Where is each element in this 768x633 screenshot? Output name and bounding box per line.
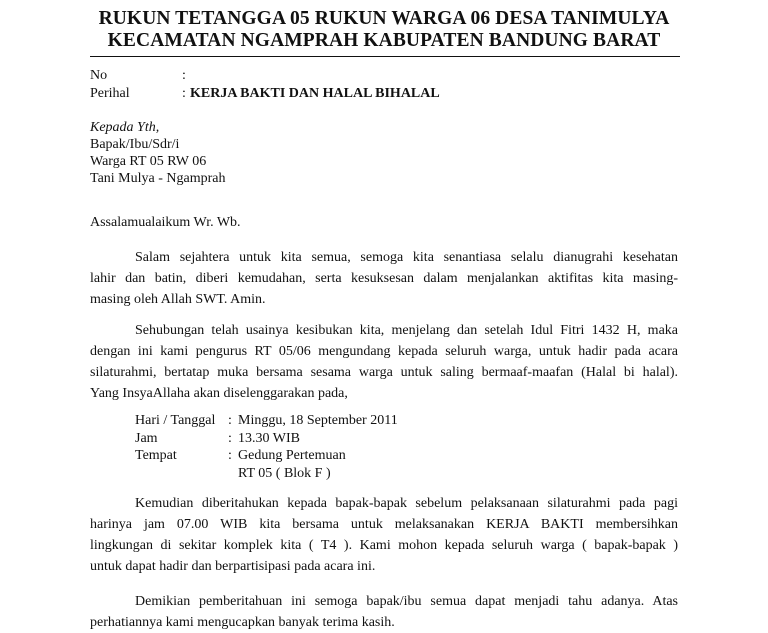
- paragraph-4: [90, 591, 678, 633]
- addressee-block: [90, 119, 225, 187]
- letterhead: [0, 8, 768, 52]
- letterhead-divider: [90, 56, 680, 57]
- letterhead-line-1: RUKUN TETANGGA 05 RUKUN WARGA 06 DESA TANIMULYA: [98, 8, 670, 29]
- event-time-colon: :: [228, 430, 232, 446]
- event-date-row: [135, 412, 398, 430]
- event-details: [135, 412, 398, 482]
- addressee-salutation: Kepada Yth,: [90, 120, 160, 135]
- meta-subject-value: KERJA BAKTI DAN HALAL BIHALAL: [190, 86, 440, 101]
- paragraph-3: [90, 493, 678, 577]
- meta-subject-colon: :: [182, 86, 186, 101]
- paragraph-3-line-3: lingkungan di sekitar komplek kita ( T4 ). Kami mohon kepada seluruh warga ( bapak-bapak ): [90, 538, 678, 553]
- paragraph-4-line-2: perhatiannya kami mengucapkan banyak terima kasih.: [90, 615, 395, 630]
- paragraph-2-line-4: Yang InsyaAllaha akan diselenggarakan pada,: [90, 386, 348, 401]
- paragraph-1-line-3: masing oleh Allah SWT. Amin.: [90, 292, 266, 307]
- meta-subject-label: Perihal: [90, 86, 130, 101]
- meta-subject-row: [90, 85, 440, 103]
- opening-greeting: Assalamualaikum Wr. Wb.: [90, 215, 241, 230]
- addressee-line-3: Tani Mulya - Ngamprah: [90, 171, 226, 186]
- meta-number-colon: :: [182, 68, 186, 83]
- letterhead-line-2: KECAMATAN NGAMPRAH KABUPATEN BANDUNG BARAT: [107, 30, 661, 51]
- event-time-row: [135, 430, 398, 448]
- paragraph-3-line-2: harinya jam 07.00 WIB kita bersama untuk melaksanakan KERJA BAKTI membersihkan: [90, 517, 678, 532]
- meta-number-row: [90, 67, 440, 85]
- paragraph-3-line-4: untuk dapat hadir dan berpartisipasi pada acara ini.: [90, 559, 376, 574]
- letter-meta: [90, 67, 440, 103]
- paragraph-2-line-2: dengan ini kami pengurus RT 05/06 mengundang kepada seluruh warga, untuk hadir pada acara: [90, 344, 678, 359]
- event-date-label: Hari / Tanggal: [135, 413, 216, 428]
- paragraph-2-line-1: Sehubungan telah usainya kesibukan kita, menjelang dan setelah Idul Fitri 1432 H, maka: [135, 323, 678, 338]
- event-place-row: [135, 447, 398, 465]
- event-time-value: 13.30 WIB: [238, 430, 300, 446]
- addressee-line-2: Warga RT 05 RW 06: [90, 154, 207, 169]
- paragraph-2: [90, 320, 678, 404]
- addressee-line-1: Bapak/Ibu/Sdr/i: [90, 137, 180, 152]
- paragraph-1-line-1: Salam sejahtera untuk kita semua, semoga kita senantiasa selalu dianugrahi kesehatan: [135, 250, 678, 265]
- paragraph-4-line-1: Demikian pemberitahuan ini semoga bapak/ibu semua dapat menjadi tahu adanya. Atas: [135, 594, 678, 609]
- paragraph-1: [90, 247, 678, 310]
- event-place-label: Tempat: [135, 448, 177, 463]
- event-time-label: Jam: [135, 430, 158, 446]
- event-place-colon: :: [228, 448, 232, 463]
- paragraph-1-line-2: lahir dan batin, diberi kemudahan, serta kesuksesan dalam menjalankan aktifitas kita masing-: [90, 271, 678, 286]
- event-place-value-2: RT 05 ( Blok F ): [238, 465, 331, 481]
- paragraph-3-line-1: Kemudian diberitahukan kepada bapak-bapak sebelum pelaksanaan silaturahmi pada pagi: [135, 496, 678, 511]
- meta-number-label: No: [90, 68, 108, 83]
- paragraph-2-line-3: silaturahmi, bertatap muka bersama sesama warga untuk saling bermaaf-maafan (Halal bi halal).: [90, 365, 678, 380]
- event-date-colon: :: [228, 413, 232, 428]
- event-date-value: Minggu, 18 September 2011: [238, 413, 398, 428]
- event-place-value: Gedung Pertemuan: [238, 448, 346, 463]
